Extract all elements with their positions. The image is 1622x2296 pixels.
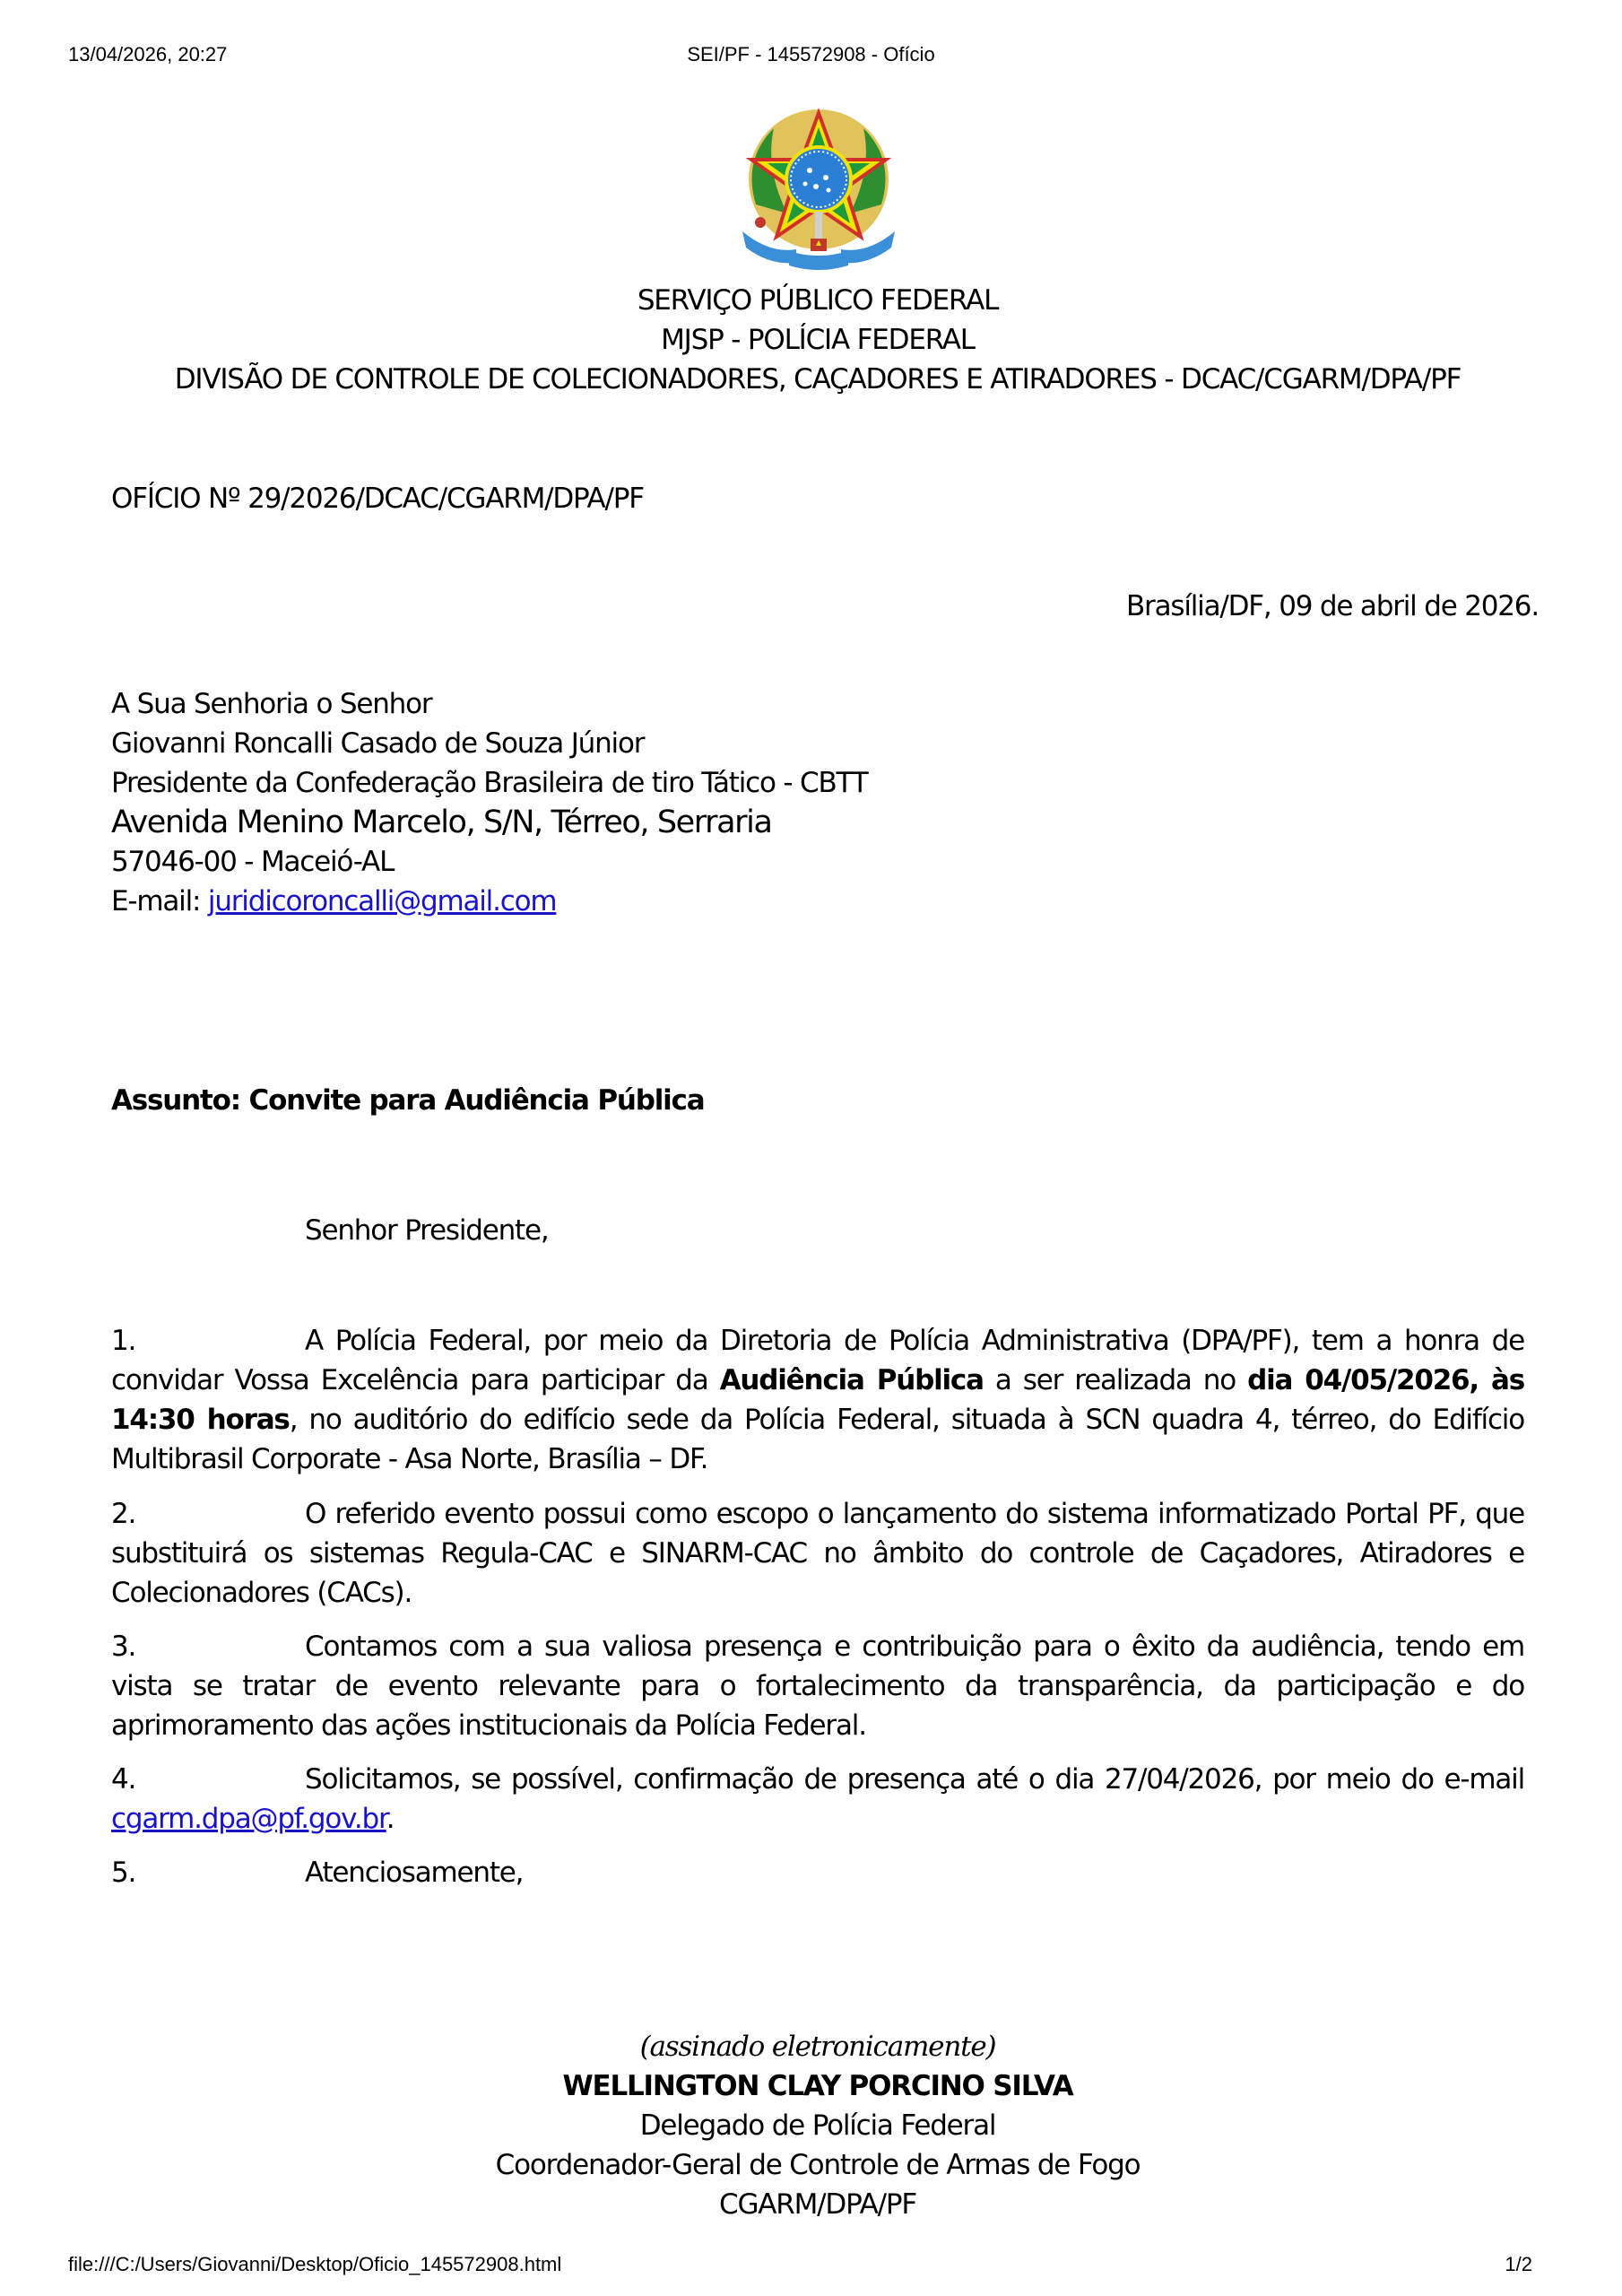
signer-unit: CGARM/DPA/PF	[719, 2188, 916, 2221]
paragraph-5	[111, 1853, 1524, 1892]
recipient-address: Avenida Menino Marcelo, S/N, Térreo, Serraria	[111, 804, 772, 840]
paragraph-2	[111, 1494, 1524, 1613]
recipient-email-label: E-mail:	[111, 885, 208, 918]
signer-role: Delegado de Polícia Federal	[639, 2109, 996, 2142]
signer-name: WELLINGTON CLAY PORCINO SILVA	[562, 2070, 1073, 2102]
coat-of-arms-of-brazil-icon	[733, 97, 904, 276]
paragraph-bold-text: dia 04/05/2026, às 14:30 horas	[111, 1364, 1524, 1436]
paragraph-text: O referido evento possui como escopo o lançamento do sistema informatizado Portal PF, que substituirá os sistemas Regula-CAC e SINARM-CAC no âmbito do controle de Caçadores, Atiradores e Colecionadores (CACs).	[111, 1498, 1524, 1609]
print-page-title: SEI/PF - 145572908 - Ofício	[687, 43, 935, 65]
paragraph-text: .	[386, 1803, 395, 1835]
heading-line-2: MJSP - POLÍCIA FEDERAL	[661, 324, 975, 356]
paragraph-text: Atenciosamente,	[305, 1857, 524, 1889]
paragraph-text: Solicitamos, se possível, confirmação de presença até o dia 27/04/2026, por meio do e-mail	[305, 1763, 1524, 1796]
paragraph-text: a ser realizada no	[983, 1364, 1248, 1396]
institution-heading	[111, 281, 1524, 399]
paragraph-text: , no auditório do edifício sede da Polícia Federal, situada à SCN quadra 4, térreo, do Edifício Multibrasil Corporate - Asa Norte, Brasília – DF.	[111, 1404, 1524, 1475]
oficio-number: OFÍCIO Nº 29/2026/DCAC/CGARM/DPA/PF	[111, 483, 644, 515]
paragraph-bold-text: Audiência Pública	[719, 1364, 984, 1396]
recipient-email-line	[111, 882, 868, 921]
paragraph-4	[111, 1760, 1524, 1839]
signature-note: (assinado eletronicamente)	[639, 2031, 996, 2063]
contact-email-link[interactable]: cgarm.dpa@pf.gov.br	[111, 1803, 386, 1835]
recipient-city: 57046-00 - Maceió-AL	[111, 846, 395, 878]
greeting: Senhor Presidente,	[305, 1214, 549, 1247]
recipient-salutation: A Sua Senhoria o Senhor	[111, 688, 432, 720]
paragraph-1	[111, 1321, 1524, 1479]
recipient-name: Giovanni Roncalli Casado de Souza Júnior	[111, 727, 645, 760]
paragraph-text: A Polícia Federal, por meio da Diretoria de Polícia Administrativa (DPA/PF), tem a honra de convidar Vossa Excelência para participar da	[111, 1325, 1524, 1396]
subject-line: Assunto: Convite para Audiência Pública	[111, 1084, 705, 1117]
recipient-email-link[interactable]: juridicoroncalli@gmail.com	[207, 885, 557, 918]
paragraph-number: 4.	[111, 1763, 136, 1796]
paragraph-number: 5.	[111, 1857, 136, 1889]
paragraph-text: Contamos com a sua valiosa presença e contribuição para o êxito da audiência, tendo em vista se tratar de evento relevante para o fortalecimento da transparência, da participação e do aprimoramento das ações institucionais da Polícia Federal.	[111, 1631, 1524, 1742]
signature-block	[111, 2027, 1524, 2224]
heading-line-1: SERVIÇO PÚBLICO FEDERAL	[637, 284, 999, 317]
paragraph-number: 3.	[111, 1631, 136, 1663]
recipient-title: Presidente da Confederação Brasileira de tiro Tático - CBTT	[111, 767, 868, 799]
print-datetime: 13/04/2026, 20:27	[68, 43, 228, 65]
date-line: Brasília/DF, 09 de abril de 2026.	[1125, 590, 1539, 622]
recipient-block	[111, 684, 868, 921]
paragraph-3	[111, 1627, 1524, 1745]
signer-position: Coordenador-Geral de Controle de Armas de Fogo	[495, 2149, 1141, 2181]
paragraph-number: 2.	[111, 1498, 136, 1530]
print-page-number: 1/2	[1505, 2253, 1532, 2275]
paragraph-number: 1.	[111, 1325, 136, 1357]
print-file-path: file:///C:/Users/Giovanni/Desktop/Oficio_145572908.html	[68, 2253, 562, 2275]
heading-line-3: DIVISÃO DE CONTROLE DE COLECIONADORES, CAÇADORES E ATIRADORES - DCAC/CGARM/DPA/PF	[174, 363, 1462, 396]
